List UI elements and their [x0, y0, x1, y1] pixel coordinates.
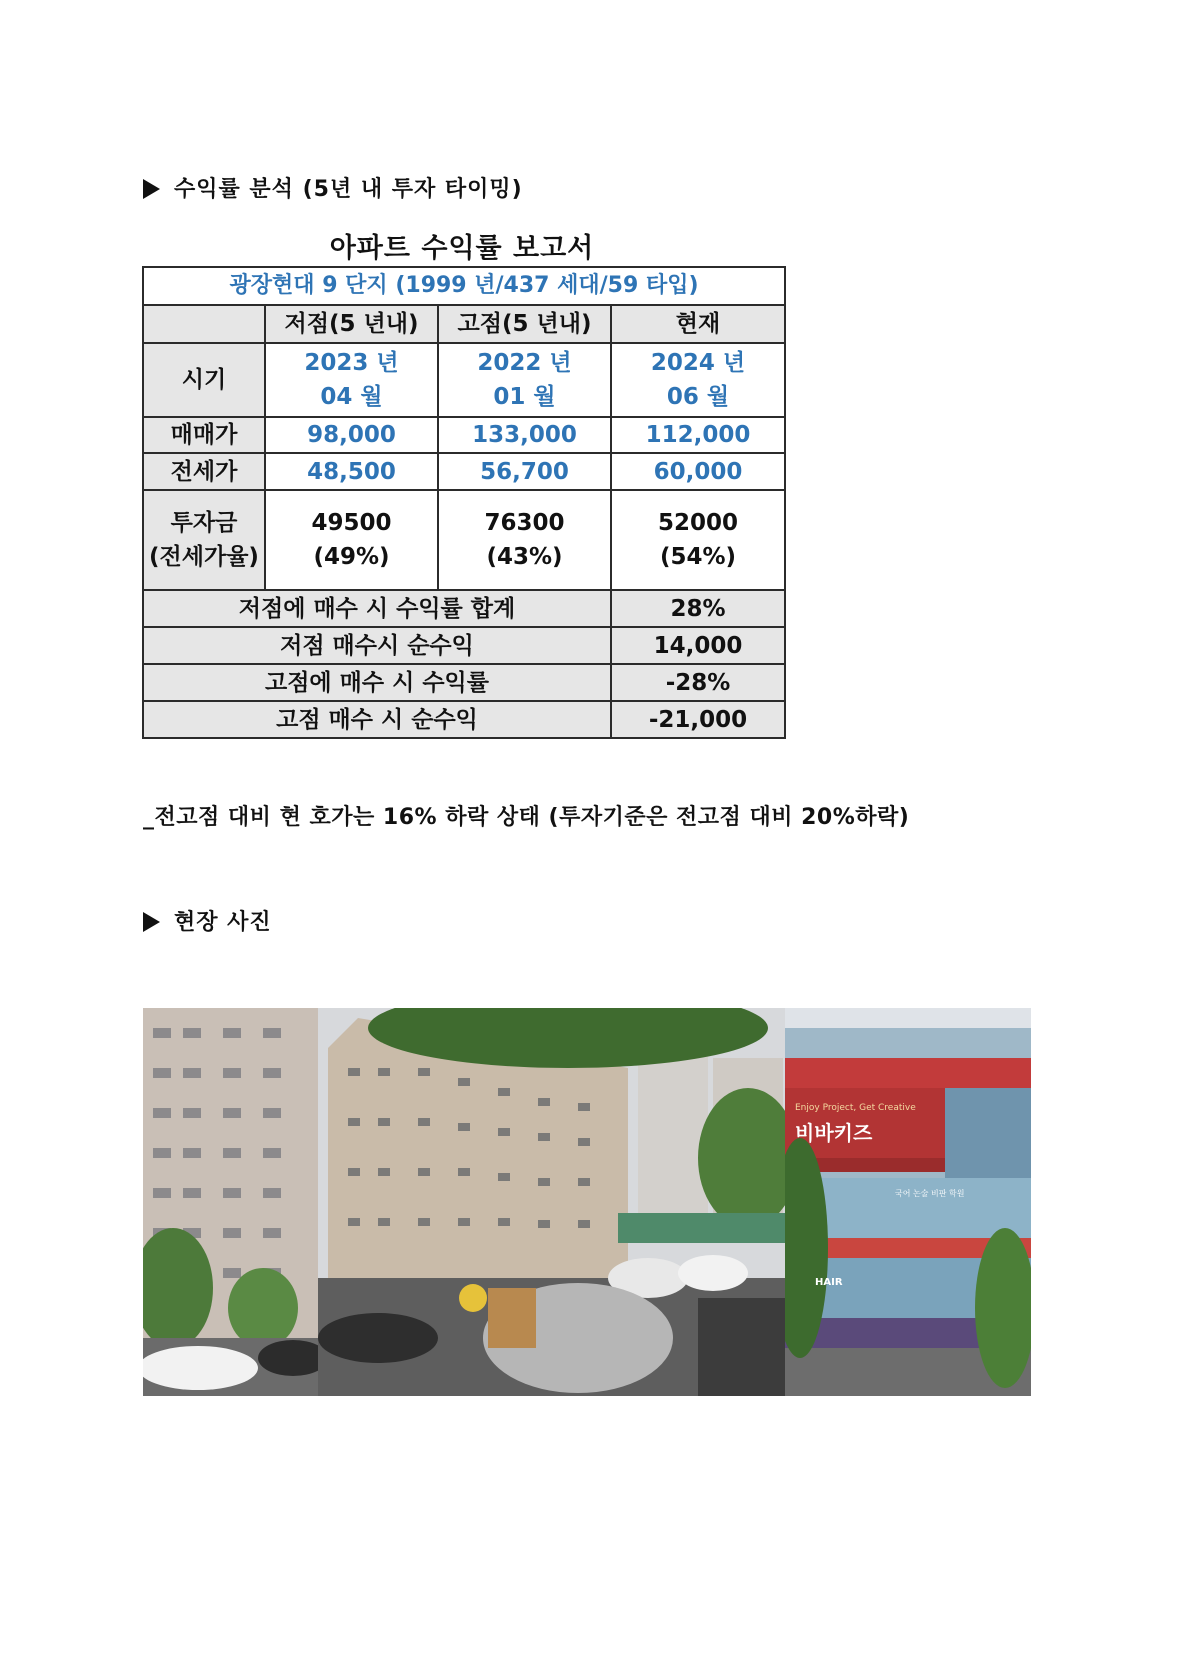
row-label-investment: 투자금 (전세가율)	[143, 490, 265, 590]
shop-sign-slogan: Enjoy Project, Get Creative	[795, 1103, 916, 1113]
report-title: 아파트 수익률 보고서	[329, 233, 595, 264]
row-label-jeonse-price: 전세가	[143, 453, 265, 490]
jeonse-price-current: 60,000	[611, 453, 785, 490]
period-low: 2023 년 04 월	[265, 343, 438, 417]
period-current: 2024 년 06 월	[611, 343, 785, 417]
site-photo-commercial-building	[785, 1008, 1031, 1396]
section-heading-profit-analysis	[143, 172, 523, 203]
investment-current: 52000 (54%)	[611, 490, 785, 590]
header-empty-cell	[143, 305, 265, 343]
investment-low: 49500 (49%)	[265, 490, 438, 590]
summary-label: 저점에 매수 시 수익률 합계	[143, 590, 611, 627]
header-high: 고점(5 년내)	[438, 305, 611, 343]
summary-label: 고점에 매수 시 수익률	[143, 664, 611, 701]
triangle-bullet-icon	[143, 179, 160, 199]
header-current: 현재	[611, 305, 785, 343]
section-heading-site-photos	[143, 905, 272, 936]
period-high: 2022 년 01 월	[438, 343, 611, 417]
report-caption: 광장현대 9 단지 (1999 년/437 세대/59 타입)	[143, 267, 785, 305]
sale-price-high: 133,000	[438, 417, 611, 453]
sale-price-low: 98,000	[265, 417, 438, 453]
shop-sign-academy: 국어 논술 비판 학원	[895, 1189, 965, 1198]
header-low: 저점(5 년내)	[265, 305, 438, 343]
summary-label: 고점 매수 시 순수익	[143, 701, 611, 738]
row-label-period: 시기	[143, 343, 265, 417]
summary-value: 28%	[611, 590, 785, 627]
summary-label: 저점 매수시 순수익	[143, 627, 611, 664]
summary-value: 14,000	[611, 627, 785, 664]
shop-sign-vivakids: 비바키즈	[795, 1121, 873, 1145]
triangle-bullet-icon	[143, 912, 160, 932]
row-label-sale-price: 매매가	[143, 417, 265, 453]
site-photos	[143, 1008, 1031, 1396]
summary-value: -21,000	[611, 701, 785, 738]
investment-high: 76300 (43%)	[438, 490, 611, 590]
price-drop-note: _전고점 대비 현 호가는 16% 하락 상태 (투자기준은 전고점 대비 20%하락)	[143, 805, 910, 830]
jeonse-price-high: 56,700	[438, 453, 611, 490]
site-photo-apartment-parking	[318, 1008, 785, 1396]
section-heading-text: 수익률 분석 (5년 내 투자 타이밍)	[174, 177, 523, 202]
profit-report-table	[142, 266, 786, 739]
site-photo-apartment-tower	[143, 1008, 318, 1396]
section-heading-text: 현장 사진	[174, 910, 272, 935]
summary-value: -28%	[611, 664, 785, 701]
jeonse-price-low: 48,500	[265, 453, 438, 490]
shop-sign-hair: HAIR	[815, 1277, 843, 1288]
sale-price-current: 112,000	[611, 417, 785, 453]
